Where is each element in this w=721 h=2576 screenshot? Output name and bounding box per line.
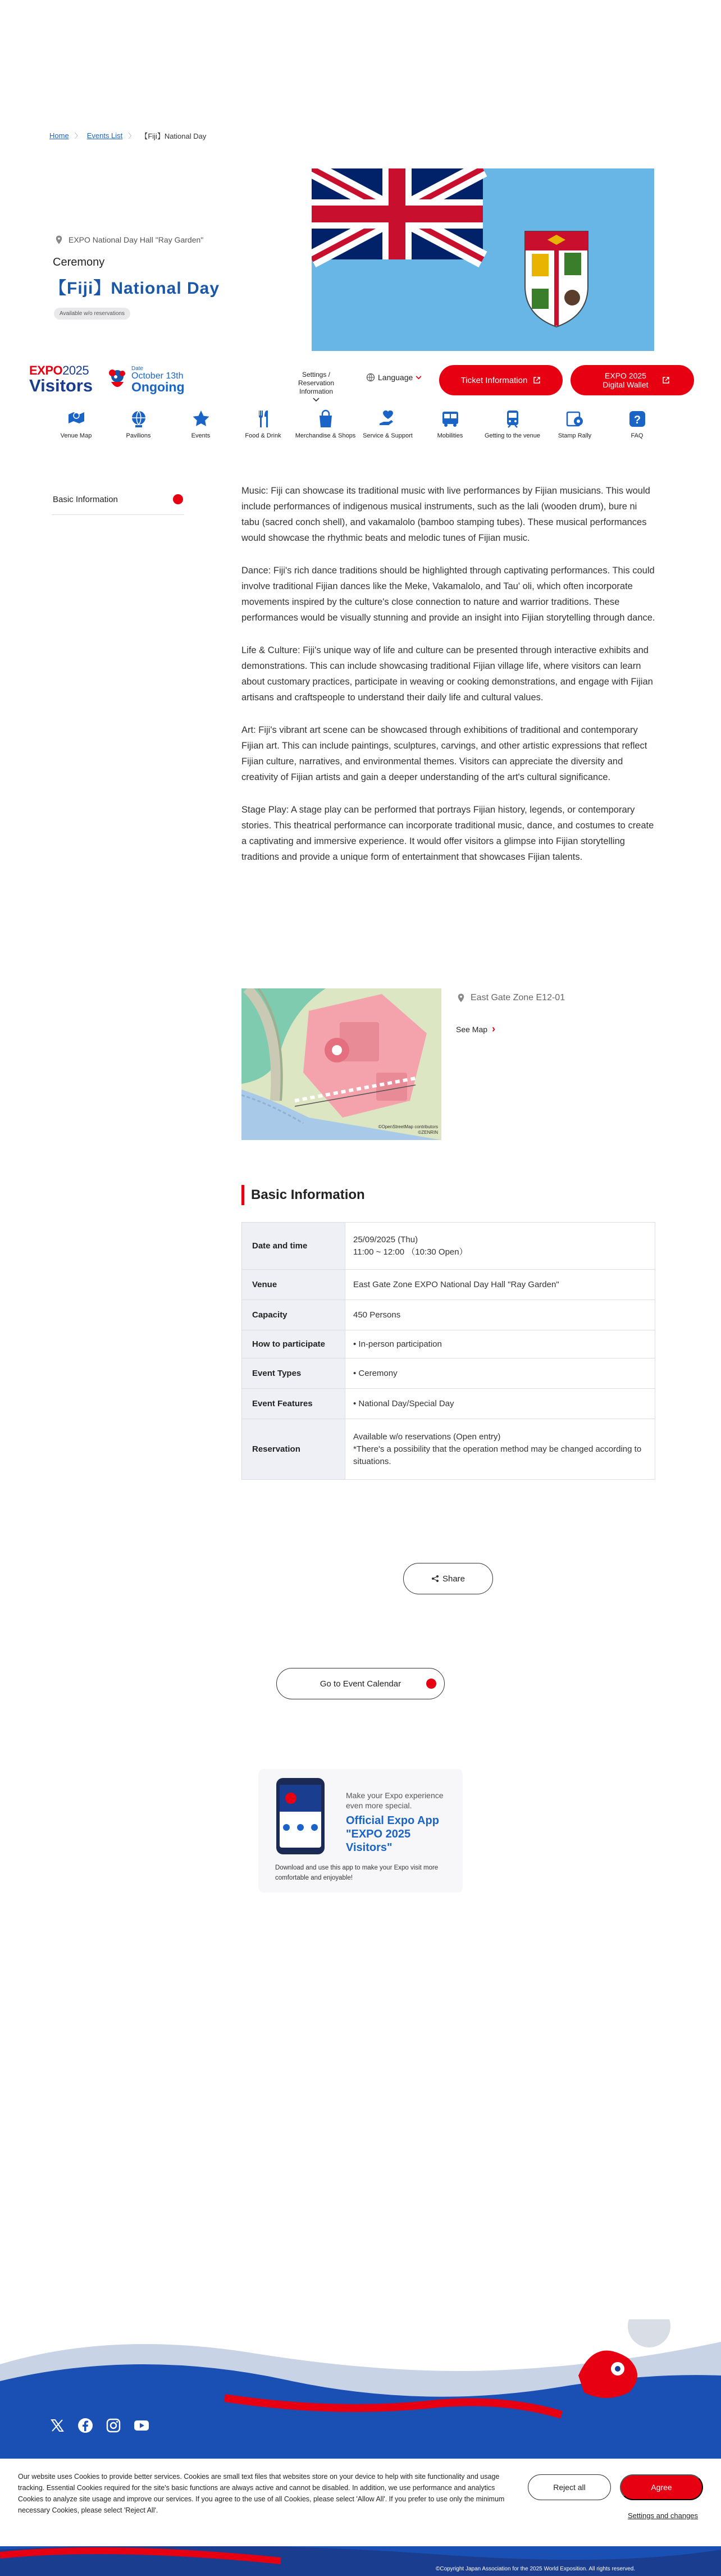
see-map-label: See Map (456, 1024, 488, 1034)
venue-map[interactable] (241, 988, 441, 1140)
nav-label: Pavilions (126, 432, 151, 439)
nav-label: Service & Support (363, 432, 413, 439)
external-link-icon (662, 376, 670, 384)
nav-label: Food & Drink (245, 432, 281, 439)
venue-name: EXPO National Day Hall "Ray Garden" (69, 235, 204, 244)
share-icon (431, 1575, 439, 1583)
table-row (242, 1419, 655, 1480)
nav-item-service-support[interactable] (357, 409, 419, 440)
nav-item-pavilions[interactable] (107, 409, 170, 440)
nav-item-venue-map[interactable] (45, 409, 107, 440)
event-description (241, 483, 657, 882)
app-description: Download and use this app to make your Expo visit more comfortable and enjoyable! (275, 1864, 439, 1881)
nav-item-faq[interactable] (606, 409, 668, 440)
basic-info-table (241, 1222, 655, 1480)
date-status (107, 366, 185, 394)
nav-label: Getting to the venue (484, 432, 541, 439)
language-label: Language (378, 373, 413, 382)
red-dot-icon (173, 494, 183, 504)
description-art: Art: Fiji's vibrant art scene can be showcased through exhibitions of traditional and contemporary Fijian art. This can include paintings, sculptures, carvings, and other artistic expressions that reflect Fijian culture, narratives, and environmental themes. Visitors can appreciate the diversity and creativity of Fijian artists and gain a deeper understanding of the art's cultural significance. (241, 725, 647, 782)
description-culture: Life & Culture: Fiji's unique way of life and culture can be presented through interactive exhibits and demonstrations. This can include showcasing traditional Fijian village life, where visitors can learn about customary practices, participate in weaving or cooking demonstrations, and engage with Fijian artisans and craftspeople to understand their daily life and cultural values. (241, 645, 653, 703)
settings-label: Settings / Reservation Information (298, 371, 335, 395)
app-tagline: Make your Expo experience even more special. (346, 1791, 444, 1810)
wallet-label: EXPO 2025 Digital Wallet (603, 371, 649, 389)
social-links (49, 2418, 149, 2433)
external-link-icon (533, 376, 541, 384)
page-title: 【Fiji】National Day (49, 279, 220, 298)
myaku-mascot-icon (107, 368, 128, 392)
svg-text:?: ? (633, 414, 641, 426)
red-dot-icon (426, 1679, 436, 1689)
row-label: How to participate (242, 1330, 345, 1358)
question-icon (627, 409, 647, 429)
calendar-label: Go to Event Calendar (320, 1679, 401, 1689)
nav-label: Merchandise & Shops (295, 432, 356, 439)
row-label: Date and time (242, 1223, 345, 1270)
chevron-down-icon (313, 398, 320, 402)
event-date: 25/09/2025 (Thu) (353, 1234, 418, 1244)
row-value: Available w/o reservations (Open entry) *There's a possibility that the operation method may be changed according to situations. (345, 1419, 655, 1480)
breadcrumb-separator: 〉 (128, 132, 135, 140)
phone-app-icon (275, 1777, 326, 1855)
description-stage-play: Stage Play: A stage play can be performed that portrays Fijian history, legends, or contemporary stories. This theatrical performance can incorporate traditional music, dance, and costumes to create a captivating and immersive experience. It would offer visitors a glimpse into Fijian storytelling traditions and provide a unique form of entertainment that showcases Fijian talents. (241, 805, 654, 862)
breadcrumb-current: 【Fiji】National Day (140, 132, 207, 140)
globe-icon (129, 409, 149, 429)
chevron-down-icon (416, 376, 422, 380)
table-row (242, 1270, 655, 1300)
table-row (242, 1330, 655, 1358)
cookie-settings-link[interactable]: Settings and changes (628, 2511, 699, 2520)
nav-label: FAQ (631, 432, 644, 439)
digital-wallet-button[interactable] (571, 365, 694, 395)
row-label: Reservation (242, 1419, 345, 1480)
reservation-badge: Available w/o reservations (54, 308, 130, 320)
row-value: East Gate Zone EXPO National Day Hall "Ray Garden" (345, 1270, 655, 1300)
nav-label: Stamp Rally (558, 432, 592, 439)
nav-item-merchandise[interactable] (294, 409, 357, 440)
app-promo-card[interactable] (258, 1769, 463, 1893)
map-image (241, 988, 441, 1140)
venue-line (54, 235, 203, 245)
heading-accent-bar (241, 1185, 244, 1205)
fiji-flag-image (312, 168, 654, 351)
reject-all-button[interactable]: Reject all (528, 2474, 611, 2500)
map-icon (66, 409, 86, 429)
table-row (242, 1389, 655, 1419)
map-attribution: ©OpenStreetMap contributors ©ZENRIN (378, 1124, 438, 1135)
fork-knife-icon (253, 409, 273, 429)
nav-label: Mobilities (437, 432, 463, 439)
row-value: 450 Persons (345, 1300, 655, 1330)
row-label: Event Features (242, 1389, 345, 1419)
ticket-label: Ticket Information (460, 375, 528, 385)
globe-icon (366, 373, 375, 382)
map-location (456, 993, 565, 1003)
agree-button[interactable]: Agree (620, 2474, 703, 2500)
sidebar-item-label: Basic Information (53, 494, 118, 504)
share-button[interactable] (403, 1563, 493, 1594)
nav-item-mobilities[interactable] (419, 409, 481, 440)
basic-info-title: Basic Information (251, 1187, 365, 1202)
see-map-link[interactable] (456, 1023, 495, 1035)
nav-item-stamp-rally[interactable] (544, 409, 606, 440)
share-label: Share (442, 1574, 466, 1584)
bag-icon (316, 409, 336, 429)
nav-item-getting-to-venue[interactable] (481, 409, 544, 440)
breadcrumb (49, 130, 206, 141)
row-label: Capacity (242, 1300, 345, 1330)
nav-item-food-drink[interactable] (232, 409, 294, 440)
location-pin-icon (456, 993, 466, 1003)
breadcrumb-events-link[interactable]: Events List (86, 131, 123, 140)
chevron-right-icon: › (492, 1023, 496, 1034)
row-label: Event Types (242, 1358, 345, 1389)
cookie-banner (0, 2459, 721, 2546)
row-value: • National Day/Special Day (345, 1389, 655, 1419)
logo-expo-text: EXPO (29, 363, 63, 377)
app-name: Official Expo App "EXPO 2025 Visitors" (346, 1814, 439, 1854)
table-row (242, 1223, 655, 1270)
location-pin-icon (54, 235, 64, 245)
row-value: • In-person participation (345, 1330, 655, 1358)
logo-year-text: 2025 (62, 363, 89, 377)
row-value: • Ceremony (345, 1358, 655, 1389)
language-selector[interactable] (366, 373, 422, 382)
logo-visitors-text: Visitors (29, 376, 93, 395)
nav-item-events[interactable] (170, 409, 232, 440)
youtube-icon[interactable] (134, 2418, 149, 2433)
description-dance: Dance: Fiji's rich dance traditions should be highlighted through captivating performances. This could involve traditional Fijian dances like the Meke, Vakamalolo, and Tau' oli, which often incorporate movements inspired by the culture's close connection to nature and warrior traditions. These performances would be visually stunning and provide an insight into Fijian storytelling through dance. (241, 566, 655, 623)
ticket-information-button[interactable] (439, 365, 563, 395)
event-time: 11:00 ~ 12:00 （10:30 Open） (353, 1247, 468, 1257)
location-label: East Gate Zone E12-01 (471, 993, 565, 1002)
x-twitter-icon[interactable] (49, 2418, 65, 2433)
page-sidebar (52, 489, 184, 515)
sidebar-item-basic-information[interactable] (52, 489, 184, 515)
event-category: Ceremony (53, 256, 105, 268)
settings-reservation-link[interactable] (292, 371, 340, 402)
status-text: Ongoing (131, 380, 185, 394)
date-label: Date (131, 366, 144, 372)
event-calendar-button[interactable] (276, 1668, 445, 1699)
star-icon (191, 409, 211, 429)
instagram-icon[interactable] (106, 2418, 121, 2433)
row-label: Venue (242, 1270, 345, 1300)
hand-heart-icon (378, 409, 398, 429)
train-icon (503, 409, 523, 429)
facebook-icon[interactable] (77, 2418, 93, 2433)
stamp-icon (565, 409, 585, 429)
nav-label: Venue Map (60, 432, 92, 439)
breadcrumb-home-link[interactable]: Home (49, 131, 69, 140)
bus-icon (440, 409, 460, 429)
description-music: Music: Fiji can showcase its traditional music with live performances by Fijian musicians. This would include performances of indigenous musical instruments, such as the lali (wooden drum), bure ni tabu (sacred conch shell), and vakamalolo (bamboo stamping tubes). These musical performances would showcase the rhythmic beats and melodic tunes of Fijian music. (241, 486, 650, 543)
cookie-message: Our website uses Cookies to provide better services. Cookies are small text files that websites store on your device to help with site functionality and usage tracking. Essential Cookies required for the site's basic functions are always active and cannot be disabled. In addition, we use performance and analytics Cookies to analyze site usage and improve our services. If you agree to the use of all Cookies, please select 'Allow All'. If you prefer to use only the minimum necessary Cookies, please select 'Reject All'. (18, 2473, 505, 2514)
basic-info-heading (241, 1185, 365, 1205)
breadcrumb-separator: 〉 (74, 132, 81, 140)
nav-label: Events (191, 432, 211, 439)
current-date: October 13th (131, 371, 184, 381)
row-value (345, 1223, 655, 1270)
expo-visitors-logo[interactable] (29, 364, 93, 394)
main-nav (45, 409, 668, 440)
copyright-text: ©Copyright Japan Association for the 2025 World Exposition. All rights reserved. (436, 2566, 636, 2572)
global-header (0, 359, 721, 449)
table-row (242, 1358, 655, 1389)
table-row (242, 1300, 655, 1330)
